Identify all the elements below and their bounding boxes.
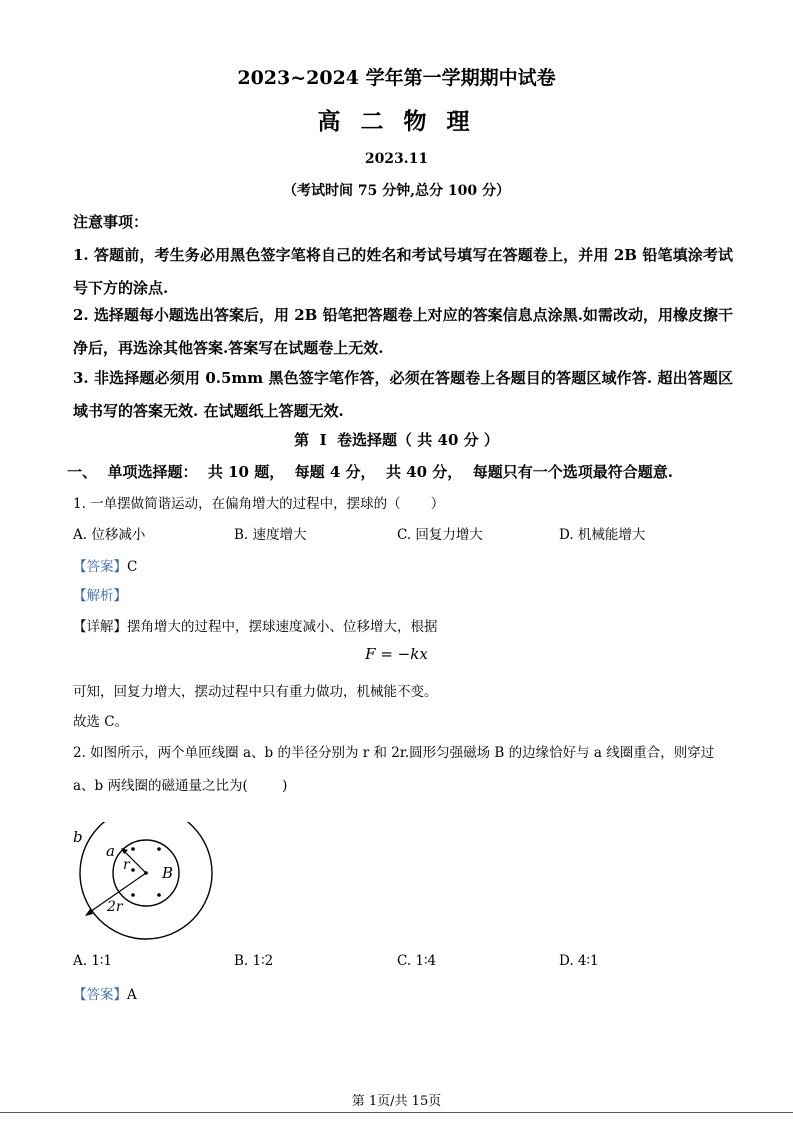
- q1-option-b: B. 速度增大: [234, 527, 307, 543]
- q1-detail: [73, 615, 438, 635]
- answer-value: A: [127, 987, 137, 1003]
- label-B: B: [162, 864, 174, 882]
- q1-option-a: A. 位移减小: [73, 527, 146, 543]
- q2-answer: [73, 983, 137, 1003]
- exam-title: 2023~2024 学年第一学期期中试卷: [237, 67, 556, 89]
- answer-tag: 【答案】: [73, 559, 127, 575]
- q1-analysis-tag: 【解析】: [73, 588, 127, 604]
- detail-text: 摆角增大的过程中，摆球速度减小、位移增大，根据: [127, 619, 438, 635]
- field-dot: [131, 847, 135, 851]
- field-dot: [157, 847, 161, 851]
- label-r: r: [123, 857, 130, 873]
- note-item-2: 2. 选择题每小题选出答案后，用 2B 铅笔把答题卷上对应的答案信息点涂黑.如需改动，用橡皮擦干净后，再选涂其他答案.答案写在试题卷上无效.: [73, 306, 733, 357]
- note-item-1: 1. 答题前，考生务必用黑色签字笔将自己的姓名和考试号填写在答题卷上，并用 2B 铅笔填涂考试号下方的涂点.: [73, 246, 733, 297]
- exam-date: 2023.11: [364, 151, 429, 167]
- q1-formula: F = −kx: [365, 645, 428, 663]
- part-title: 一、 单项选择题： 共 10 题， 每题 4 分， 共 40 分， 每题只有一个选项最符合题意.: [67, 463, 673, 481]
- q1-answer: [73, 555, 137, 575]
- exam-time-info: （考试时间 75 分钟,总分 100 分）: [282, 183, 511, 199]
- detail-tag: 【详解】: [73, 619, 127, 635]
- field-dot: [131, 868, 135, 872]
- footer-divider: [0, 1112, 793, 1113]
- answer-tag: 【答案】: [73, 987, 127, 1003]
- q2-option-b: B. 1∶2: [234, 953, 274, 969]
- label-2r: 2r: [107, 899, 123, 915]
- note-item-3: 3. 非选择题必须用 0.5mm 黑色签字笔作答，必须在答题卷上各题目的答题区域作答. 超出答题区域书写的答案无效. 在试题纸上答题无效.: [73, 369, 733, 420]
- q1-option-d: D. 机械能增大: [559, 527, 646, 543]
- subject-title: 高 二 物 理: [317, 108, 476, 135]
- q2-option-c: C. 1∶4: [397, 953, 437, 969]
- q2-option-d: D. 4∶1: [559, 953, 599, 969]
- q1-choice: 故选 C。: [73, 714, 129, 730]
- q2-stem-line2: a、b 两线圈的磁通量之比为( ): [73, 778, 288, 794]
- q2-figure: [66, 822, 226, 952]
- field-dot: [157, 893, 161, 897]
- answer-value: C: [127, 559, 138, 575]
- label-a: a: [106, 842, 115, 860]
- notes-heading: 注意事项：: [73, 213, 149, 231]
- section-title: 第 I 卷选择题（ 共 40 分 ）: [294, 431, 499, 449]
- q2-stem-line1: 2. 如图所示，两个单匝线圈 a、b 的半径分别为 r 和 2r.圆形匀强磁场 B 的边缘恰好与 a 线圈重合，则穿过: [73, 745, 715, 761]
- q1-conclusion: 可知，回复力增大，摆动过程中只有重力做功，机械能不变。: [73, 684, 438, 700]
- field-dot: [131, 893, 135, 897]
- q1-stem: 1. 一单摆做简谐运动，在偏角增大的过程中，摆球的（ ）: [73, 496, 445, 512]
- q2-option-a: A. 1∶1: [73, 953, 113, 969]
- q1-option-c: C. 回复力增大: [397, 527, 483, 543]
- label-b: b: [73, 828, 83, 846]
- page-number: 第 1页/共 15页: [351, 1094, 442, 1109]
